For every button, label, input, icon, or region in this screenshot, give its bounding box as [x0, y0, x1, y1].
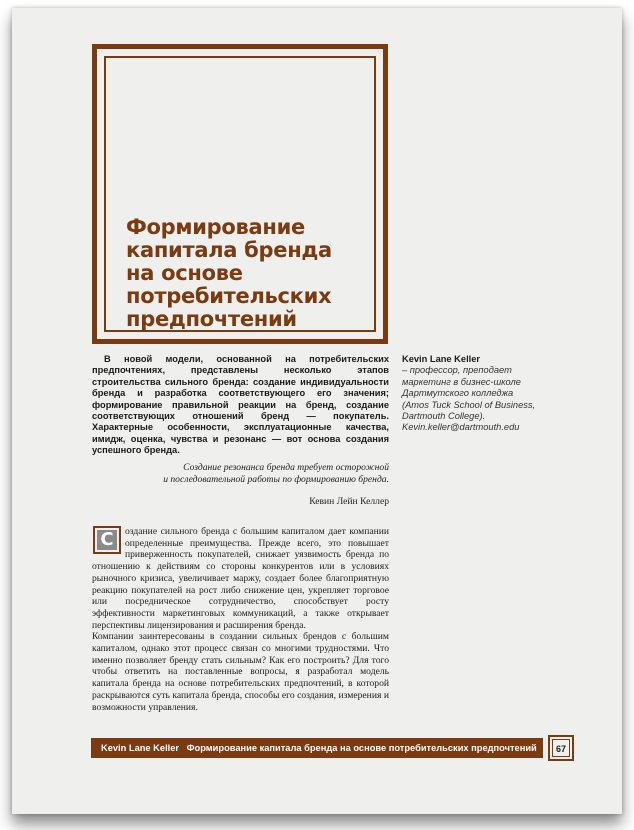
author-desc-2: маркетинг в бизнес-школе — [402, 376, 521, 387]
body-paragraph-1: оздание сильного бренда с большим капиталом дает компании определенные преимущества. Прежде всего, это повышает приверженность покупателей, снижает уязвимость бренда по отношению к действиям со стороны конкурентов или в условиях рыночного кризиса, увеличивает маржу, создает более благоприятную реакцию покупателей на рост либо снижение цен, укрепляет торговое или посредническое сотрудничество, способствует росту эффективности маркетинговых коммуникаций, а также открывает перспективы лицензирования и расширения бренда. — [92, 526, 389, 631]
footer-title: Формирование капитала бренда на основе потребительских предпочтений — [186, 743, 537, 753]
page-number: 67 — [552, 739, 570, 757]
article-title: Формирование капитала бренда на основе потребительских предпочтений — [126, 215, 332, 331]
author-email: Kevin.keller@dartmouth.edu — [402, 422, 520, 433]
dropcap-spacer — [92, 526, 125, 556]
epigraph-line-2: и последовательной работы по формированию бренда. — [163, 474, 389, 485]
article-body — [92, 526, 389, 713]
page-number-frame — [548, 735, 574, 761]
epigraph-author: Кевин Лейн Келлер — [309, 496, 389, 507]
body-paragraph-2: Компании заинтересованы в создании сильных брендов с большим капиталом, однако этот процесс связан со многими трудностями. Что именно позволяет бренду стать сильным? Как его построить? Для того чтобы ответить на поставленные вопросы, я разработал модель капитала бренда на основе потребительских предпочтений, в которой раскрываются суть капитала бренда, способы его создания, измерения и возможности управления. — [92, 631, 389, 713]
author-desc-1: – профессор, преподает — [402, 365, 512, 376]
epigraph — [92, 462, 389, 486]
abstract: В новой модели, основанной на потребительских предпочтениях, представлены несколько этапов строительства сильного бренда: создание индивидуальности бренда и разработка соответствующего его значения; формирование правильной реакции на бренд, создание соответствующих отношений бренд — покупатель. Характерные особенности, эксплуатационные качества, имидж, оценка, чувства и резонанс — вот основа создания успешного бренда. — [92, 354, 389, 456]
author-info — [402, 354, 572, 434]
running-footer — [91, 738, 543, 758]
title-frame — [92, 44, 388, 344]
author-desc-5: Dartmouth College). — [402, 411, 486, 422]
dropcap-letter: С — [97, 530, 117, 550]
author-name: Kevin Lane Keller — [402, 354, 481, 364]
footer-author: Kevin Lane Keller — [101, 743, 180, 753]
author-desc-4: (Amos Tuck School of Business, — [402, 399, 536, 410]
title-frame-inner — [104, 56, 376, 332]
epigraph-line-1: Создание резонанса бренда требует осторожной — [183, 462, 389, 473]
journal-page — [12, 8, 622, 814]
author-desc-3: Дартмутского колледжа — [402, 388, 514, 399]
